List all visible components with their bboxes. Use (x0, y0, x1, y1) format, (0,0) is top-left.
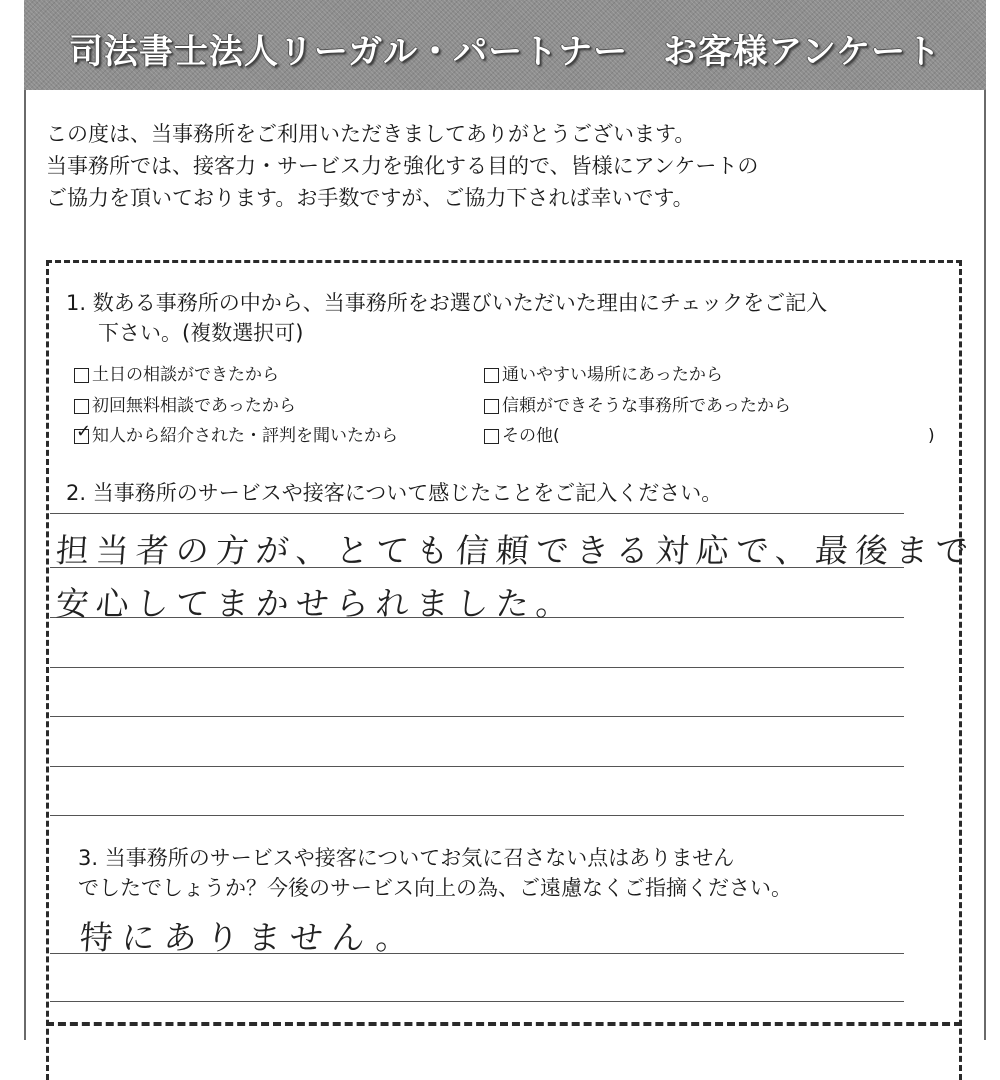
option-other[interactable] (484, 424, 560, 448)
option-free-first-consult[interactable] (74, 394, 296, 418)
option-convenient-location[interactable] (484, 363, 723, 387)
option-label: 土日の相談ができたから (92, 365, 279, 385)
option-trustworthy-office[interactable] (484, 394, 791, 418)
header-banner (24, 0, 986, 90)
question-1-subtitle: 下さい。(複数選択可) (98, 321, 304, 345)
intro-line: ご協力を頂いております。お手数ですが、ご協力下されば幸いです。 (46, 186, 694, 210)
question-1-title: 1. 数ある事務所の中から、当事務所をお選びいただいた理由にチェックをご記入 (66, 291, 828, 315)
option-referral-reputation[interactable] (74, 420, 398, 448)
question-3-title-cont: でしたでしょうか？今後のサービス向上の為、ご遠慮なくご指摘ください。 (78, 876, 792, 900)
question-2-answer-line-1[interactable]: 担当者の方が、とても信頼できる対応で、最後まで (54, 531, 977, 570)
question-3-answer-line-1[interactable]: 特にありません。 (78, 918, 420, 957)
option-label: 知人から紹介された・評判を聞いたから (92, 426, 398, 446)
option-label: 通いやすい場所にあったから (502, 365, 723, 385)
option-label: 初回無料相談であったから (92, 396, 296, 416)
checkbox[interactable] (74, 368, 89, 383)
checkbox-checked[interactable] (74, 420, 92, 444)
page-title: 司法書士法人リーガル・パートナー お客様アンケート (68, 32, 942, 72)
intro-line: この度は、当事務所をご利用いただきましてありがとうございます。 (46, 122, 696, 146)
answer-line (50, 716, 904, 717)
option-label: 信頼ができそうな事務所であったから (502, 396, 791, 416)
option-weekend-consult[interactable] (74, 363, 279, 387)
check-mark-icon: ✓ (76, 420, 92, 442)
answer-line (50, 766, 904, 767)
answer-line (50, 815, 904, 816)
survey-bottom-border (46, 1022, 962, 1026)
checkbox[interactable] (74, 399, 89, 414)
intro-text (46, 118, 966, 214)
answer-line (50, 667, 904, 668)
answer-line (50, 1001, 904, 1002)
option-label: その他( (502, 426, 560, 446)
other-close-paren: ) (928, 426, 935, 446)
checkbox[interactable] (484, 429, 499, 444)
question-3-title: 3. 当事務所のサービスや接客についてお気に召さない点はありません (78, 846, 735, 870)
checkbox[interactable] (484, 399, 499, 414)
question-2-answer-line-2[interactable]: 安心してまかせられました。 (54, 584, 578, 623)
checkbox[interactable] (484, 368, 499, 383)
question-2-title: 2. 当事務所のサービスや接客について感じたことをご記入ください。 (66, 481, 723, 505)
intro-line: 当事務所では、接客力・サービス力を強化する目的で、皆様にアンケートの (46, 154, 759, 178)
answer-line (50, 513, 904, 514)
